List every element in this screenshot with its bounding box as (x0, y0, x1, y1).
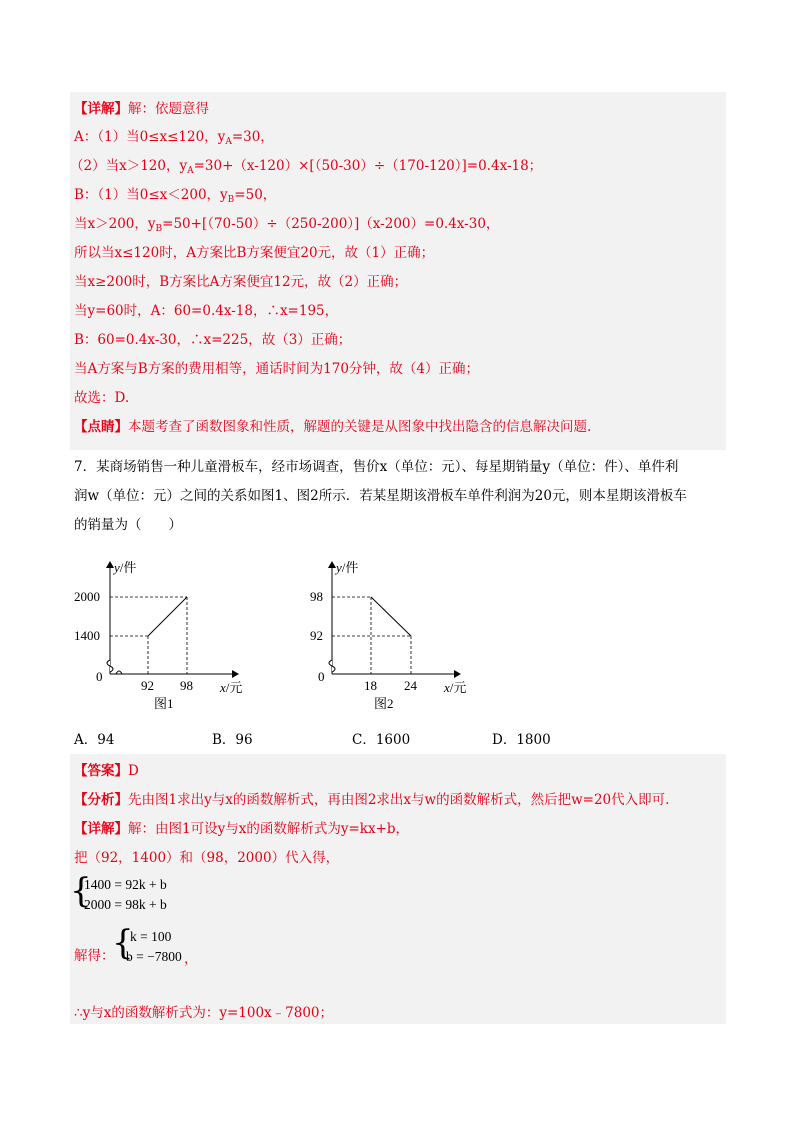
detail1-line-6: 所以当x≤120时，A方案比B方案便宜20元，故（1）正确； (74, 245, 435, 261)
detail2-line-2: 把（92，1400）和（98，2000）代入得， (74, 850, 340, 866)
question-line-2: 润w（单位：元）之间的关系如图1、图2所示．若某星期该滑板车单件利润为20元，则本星期该滑板车 (74, 488, 687, 504)
system-2-eq-1: k = 100 (130, 929, 172, 944)
figure-1-y-tick-1400: 1400 (74, 628, 100, 643)
solve-comma: ， (184, 951, 198, 967)
figure-1-x-label: x/元 (220, 680, 243, 695)
figure-1-y-unit: /件 (119, 560, 137, 575)
conclusion-line: ∴y与x的函数解析式为：y=100x﹣7800； (74, 1005, 334, 1021)
figure-2-x-label: x/元 (444, 680, 467, 695)
detail2-line-1: 【详解】解：由图1可设y与x的函数解析式为y=kx+b， (74, 821, 410, 837)
option-d[interactable]: D．1800 (492, 732, 551, 748)
option-a[interactable]: A．94 (74, 732, 115, 748)
figure-1-x-tick-92: 92 (141, 678, 154, 693)
figure-1-y-tick-2000: 2000 (74, 589, 100, 604)
solve-label: 解得： (74, 948, 115, 964)
figure-2-data-line (371, 597, 411, 636)
figure-1-data-line (148, 597, 187, 636)
analysis-line: 【分析】先由图1求出y与x的函数解析式，再由图2求出x与w的函数解析式，然后把w=20代入即可. (74, 792, 670, 808)
figure-2-caption: 图2 (374, 696, 394, 711)
system-1-eq-2: 2000 = 98k + b (84, 897, 167, 912)
detail1-line-8: 当y=60时，A：60=0.4x-18，∴x=195， (74, 303, 339, 319)
figure-2-x-tick-18: 18 (364, 678, 377, 693)
detail1-line-1: 【详解】解：依题意得 (74, 101, 209, 117)
figure-2-axis-break (329, 660, 335, 672)
system-2-eq-2: b = −7800 (126, 949, 182, 964)
option-c[interactable]: C．1600 (352, 732, 411, 748)
detail1-line-10: 当A方案与B方案的费用相等，通话时间为170分钟，故（4）正确； (74, 361, 480, 377)
figure-2-y-tick-98: 98 (310, 589, 323, 604)
detail1-line-4: B：（1）当0≤x＜200，$y_B=50$， (74, 187, 277, 205)
figure-2-y-label: y/件 (336, 560, 359, 575)
option-b[interactable]: B．96 (212, 732, 253, 748)
figure-2-y-tick-92: 92 (310, 628, 323, 643)
figure-1-x-tick-98: 98 (180, 678, 193, 693)
figure-1-y-label: y/件 (114, 560, 137, 575)
figure-1-graph (70, 552, 270, 712)
system-2-brace: { (112, 923, 134, 963)
detail1-line-9: B：60=0.4x-30，∴x=225，故（3）正确； (74, 332, 352, 348)
figure-1-axis-break (107, 660, 113, 672)
answer-line: 【答案】D (74, 763, 139, 779)
detail1-line-3: （2）当x＞120，$y_A=30+(x-120)\times[(50-30)\div(170-120)]=0.4x-18$； (70, 158, 543, 176)
comment1-line: 【点睛】本题考查了函数图象和性质，解题的关键是从图象中找出隐含的信息解决问题. (74, 419, 592, 435)
figure-2-graph (296, 552, 496, 712)
figure-1-caption: 图1 (154, 696, 174, 711)
detail1-line-11: 故选：D. (74, 390, 130, 406)
detail1-line-2: A：（1）当0≤x≤120，$y_A=30$， (74, 129, 274, 147)
figure-1-origin: 0 (96, 669, 103, 684)
question-line-1: 7．某商场销售一种儿童滑板车，经市场调查，售价x（单位：元）、每星期销量y（单位：件）、单件利 (74, 459, 679, 475)
figure-2-x-tick-24: 24 (404, 678, 417, 693)
detail1-line-7: 当x≥200时，B方案比A方案便宜12元，故（2）正确； (74, 274, 408, 290)
detail1-line-5: 当x＞200，$y_B=50+[(70-50)\div(250-200)](x-200)=0.4x-30$， (74, 216, 500, 234)
system-1-eq-1: 1400 = 92k + b (84, 877, 167, 892)
system-1-brace: { (70, 871, 92, 911)
figure-2-origin: 0 (318, 669, 325, 684)
question-line-3: 的销量为（ ） (74, 517, 182, 533)
